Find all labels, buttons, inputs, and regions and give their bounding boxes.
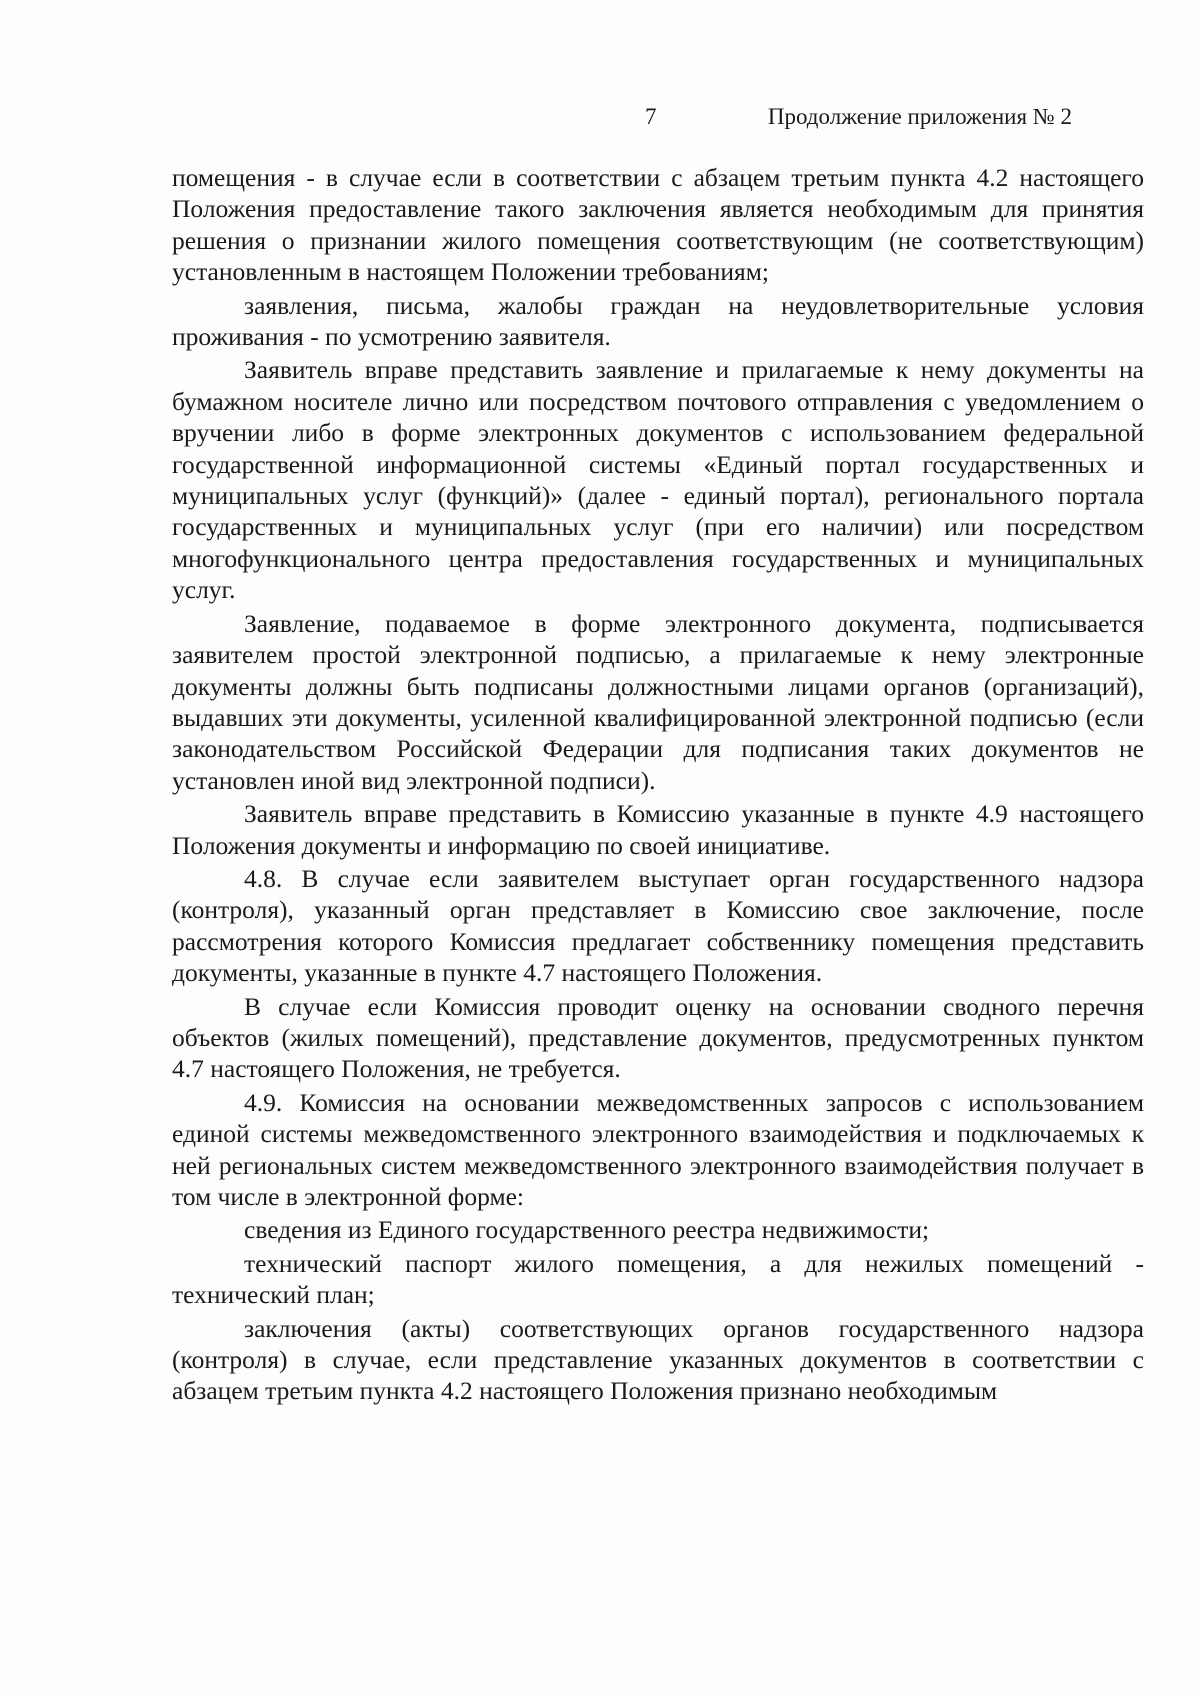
document-body [172, 162, 1144, 1409]
paragraph: В случае если Комиссия проводит оценку на основании сводного перечня объектов (жилых помещений), представление документов, предусмотренных пунктом 4.7 настоящего Положения, не требуется. [172, 991, 1144, 1084]
paragraph: сведения из Единого государственного реестра недвижимости; [244, 1215, 930, 1245]
paragraph: 4.9. Комиссия на основании межведомственных запросов с использованием единой системы межведомственного электронного взаимодействия и подключаемых к ней региональных систем межведомственного электронного взаимодействия получает в том числе в электронной форме: [172, 1087, 1144, 1211]
paragraph: помещения - в случае если в соответствии с абзацем третьим пункта 4.2 настоящего Положения предоставление такого заключения является необходимым для принятия решения о признании жилого помещения соответствующим (не соответствующим) установленным в настоящем Положении требованиям; [172, 163, 1144, 287]
paragraph: технический паспорт жилого помещения, а для нежилых помещений - технический план; [172, 1248, 1144, 1310]
page-number: 7 [645, 104, 657, 129]
appendix-continuation-label: Продолжение приложения № 2 [767, 104, 1072, 129]
paragraph: 4.8. В случае если заявителем выступает орган государственного надзора (контроля), указанный орган представляет в Комиссию свое заключение, после рассмотрения которого Комиссия предлагает собственнику помещения представить документы, указанные в пункте 4.7 настоящего Положения. [172, 863, 1144, 988]
paragraph: заключения (акты) соответствующих органов государственного надзора (контроля) в случае, если представление указанных документов в соответствии с абзацем третьим пункта 4.2 настоящего Положения признано необходимым [172, 1313, 1144, 1406]
paragraph: заявления, письма, жалобы граждан на неудовлетворительные условия проживания - по усмотрению заявителя. [172, 290, 1144, 352]
page-header [0, 104, 1200, 138]
paragraph: Заявление, подаваемое в форме электронного документа, подписывается заявителем простой электронной подписью, а прилагаемые к нему электронные документы должны быть подписаны должностными лицами органов (организаций), выдавших эти документы, усиленной квалифицированной электронной подписью (если законодательством Российской Федерации для подписания таких документов не установлен иной вид электронной подписи). [172, 608, 1144, 795]
paragraph: Заявитель вправе представить заявление и прилагаемые к нему документы на бумажном носителе лично или посредством почтового отправления с уведомлением о вручении либо в форме электронных документов с использованием федеральной государственной информационной системы «Единый портал государственных и муниципальных услуг (функций)» (далее - единый портал), регионального портала государственных и муниципальных услуг (при его наличии) или посредством многофункционального центра предоставления государственных и муниципальных услуг. [172, 355, 1144, 605]
paragraph: Заявитель вправе представить в Комиссию указанные в пункте 4.9 настоящего Положения документы и информацию по своей инициативе. [172, 799, 1144, 860]
